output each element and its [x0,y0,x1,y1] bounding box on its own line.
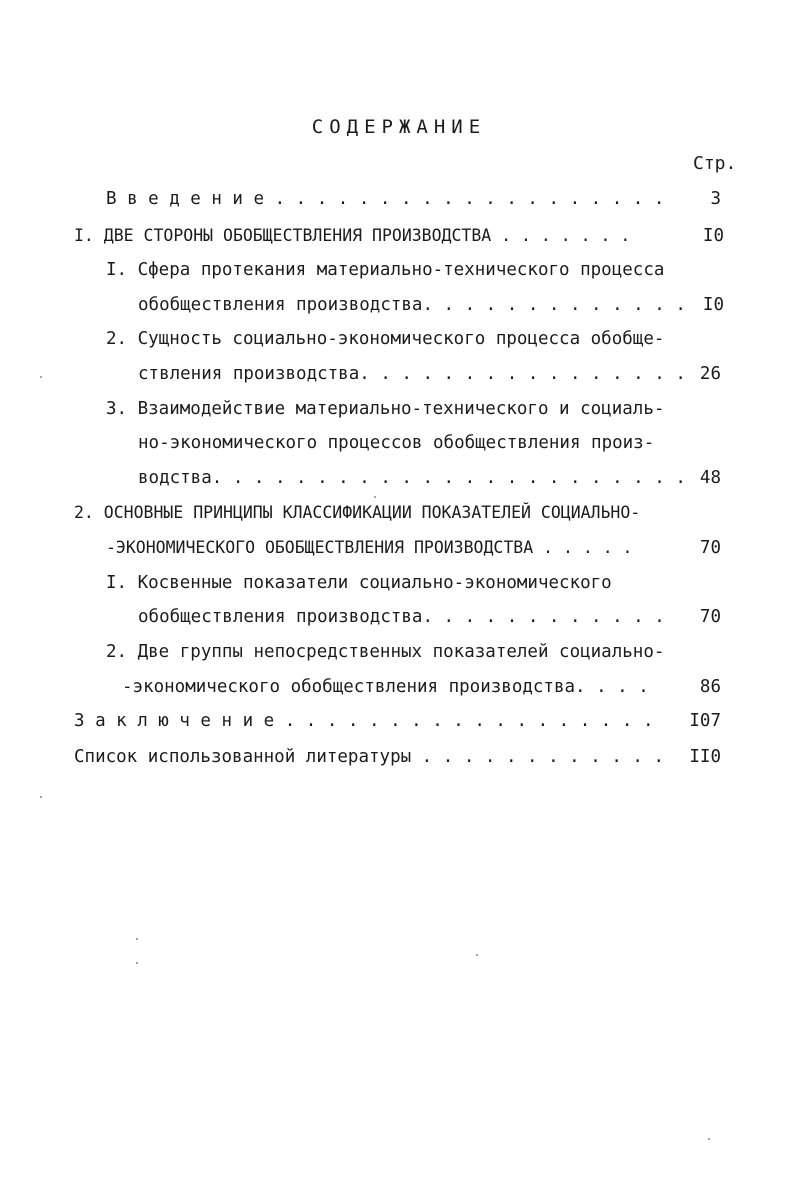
scan-speck [136,962,138,964]
toc-entry-section-2-1: I. Косвенные показатели социально-экономического [106,573,612,593]
scan-speck [40,796,42,798]
toc-page-number: 26 [699,364,721,384]
scan-speck [374,496,376,498]
toc-page-number: 48 [699,468,721,488]
toc-entry-section-1-2-cont: ствления производства. . . . . . . . . . . . . . . . [138,364,686,384]
toc-entry-chapter-1: I. ДВЕ СТОРОНЫ ОБОБЩЕСТВЛЕНИЯ ПРОИЗВОДСТВА . . . . . . . [74,226,631,245]
toc-page-number: I07 [689,711,721,731]
toc-page-number: 86 [699,677,721,697]
scan-speck [136,938,138,940]
toc-entry-section-2-2: 2. Две группы непосредственных показателей социально- [106,642,665,662]
toc-entry-section-1-3-cont: но-экономического процессов обобществления произ- [138,433,655,453]
toc-entry-conclusion: З а к л ю ч е н и е . . . . . . . . . . . . . . . . . . [74,711,654,731]
toc-page-number: I0 [702,295,724,315]
page-title: СОДЕРЖАНИЕ [311,116,487,138]
toc-entry-chapter-2: 2. ОСНОВНЫЕ ПРИНЦИПЫ КЛАССИФИКАЦИИ ПОКАЗАТЕЛЕЙ СОЦИАЛЬНО- [74,503,641,522]
toc-entry-introduction: В в е д е н и е . . . . . . . . . . . . . . . . . . . [106,189,665,209]
scan-speck [708,1138,710,1140]
toc-entry-section-2-1-cont: обобществления производства. . . . . . . . . . . . [138,607,665,627]
scan-speck [40,376,42,378]
toc-page-number: 3 [710,189,721,209]
toc-entry-section-1-2: 2. Сущность социально-экономического процесса обобще- [106,329,665,349]
toc-entry-section-1-3-cont2: водства. . . . . . . . . . . . . . . . . . . . . . . [138,468,686,488]
toc-entry-bibliography: Список использованной литературы . . . . . . . . . . . . [74,747,665,767]
toc-entry-section-2-2-cont: -экономического обобществления производства. . . . [122,677,649,697]
toc-page-number: I0 [702,226,724,246]
page-column-header: Стр. [693,153,737,174]
toc-page-number: 70 [699,538,721,558]
toc-entry-section-1-1-cont: обобществления производства. . . . . . . . . . . . . [138,295,686,315]
toc-entry-chapter-2-cont: -ЭКОНОМИЧЕСКОГО ОБОБЩЕСТВЛЕНИЯ ПРОИЗВОДСТВА . . . . . [106,538,633,557]
toc-page-number: 70 [699,607,721,627]
toc-entry-section-1-1: I. Сфера протекания материально-технического процесса [106,260,665,280]
scan-speck [476,954,478,956]
toc-page-number: II0 [689,747,721,767]
toc-entry-section-1-3: 3. Взаимодействие материально-технического и социаль- [106,399,665,419]
